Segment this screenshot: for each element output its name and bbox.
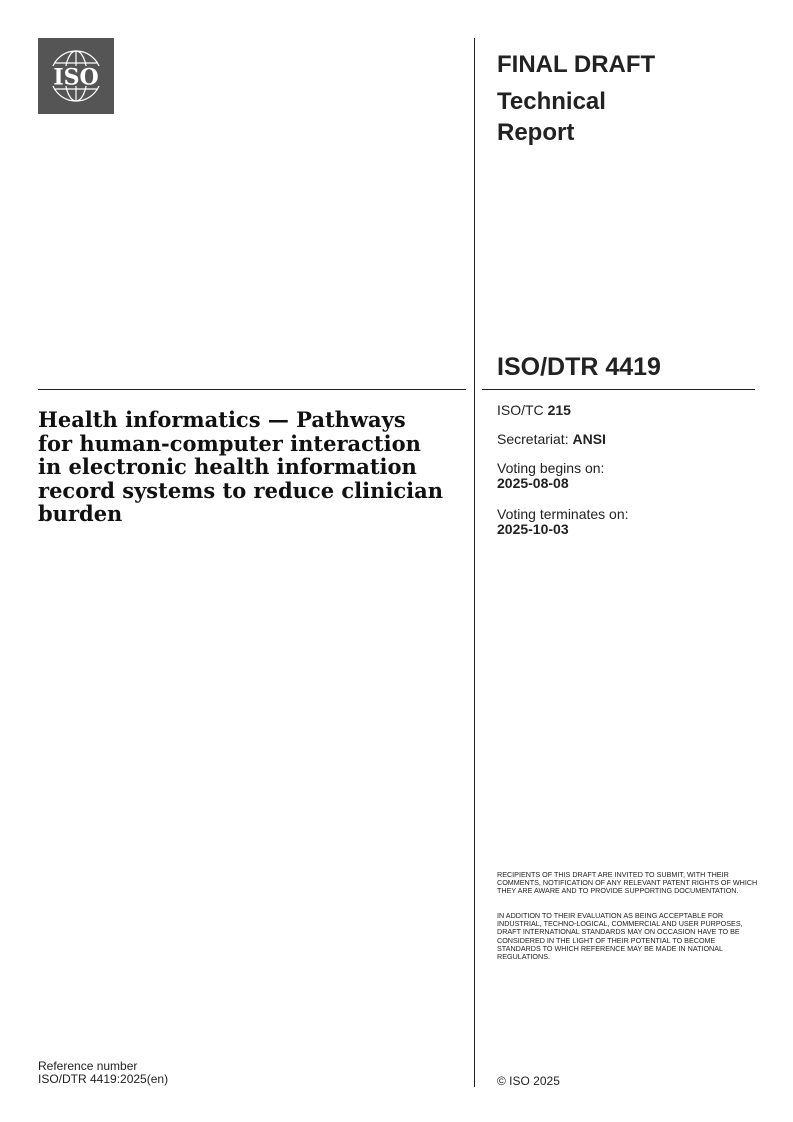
evaluation-notice: IN ADDITION TO THEIR EVALUATION AS BEING ACCEPTABLE FOR INDUSTRIAL, TECHNO-LOGICAL, COMMERCIAL AND USER PURPOSES, DRAFT INTERNATIONAL STANDARDS MAY ON OCCASION HAVE TO BE CONSIDERED IN THE LIGHT OF THEIR POTENTIAL TO BECOME STANDARDS TO WHICH REFERENCE MAY BE MADE IN NATIONAL REGULATIONS. — [497, 911, 743, 962]
reference-value: ISO/DTR 4419:2025(en) — [38, 1072, 169, 1086]
title-line: for human-computer interaction — [38, 430, 421, 456]
document-number: ISO/DTR 4419 — [497, 353, 661, 381]
voting-begins — [497, 461, 757, 491]
patent-notice: RECIPIENTS OF THIS DRAFT ARE INVITED TO SUBMIT, WITH THEIR COMMENTS, NOTIFICATION OF ANY RELEVANT PATENT RIGHTS OF WHICH THEY ARE AWARE AND TO PROVIDE SUPPORTING DOCUMENTATION. — [497, 870, 758, 896]
globe-icon — [38, 38, 114, 114]
document-status: FINAL DRAFT — [497, 51, 656, 78]
logo-text: ISO — [53, 64, 99, 91]
title-line: in electronic health information — [38, 454, 417, 479]
secretariat-value: ANSI — [572, 431, 606, 447]
document-type-line: Report — [497, 119, 575, 146]
copyright: © ISO 2025 — [497, 1074, 560, 1088]
committee-label: ISO/TC — [497, 402, 544, 418]
horizontal-divider-left — [38, 389, 466, 390]
voting-terminates — [497, 507, 757, 537]
document-title — [38, 408, 458, 526]
reference-label: Reference number — [38, 1059, 138, 1073]
vertical-divider — [474, 38, 475, 1087]
document-type — [497, 86, 757, 148]
voting-begins-label: Voting begins on: — [497, 460, 605, 476]
title-line: record systems to reduce clinician — [38, 477, 444, 503]
secretariat-label: Secretariat: — [497, 431, 569, 447]
iso-logo — [38, 38, 114, 114]
secretariat — [497, 432, 757, 447]
title-line: Health informatics — Pathways — [38, 407, 406, 432]
title-line: burden — [38, 501, 123, 526]
voting-begins-date: 2025-08-08 — [497, 475, 569, 491]
committee — [497, 403, 757, 418]
voting-terminates-label: Voting terminates on: — [497, 506, 629, 522]
horizontal-divider-right — [482, 389, 755, 390]
voting-terminates-date: 2025-10-03 — [497, 521, 569, 537]
committee-value: 215 — [547, 402, 571, 418]
document-type-line: Technical — [497, 88, 606, 115]
reference-number — [38, 1060, 168, 1086]
